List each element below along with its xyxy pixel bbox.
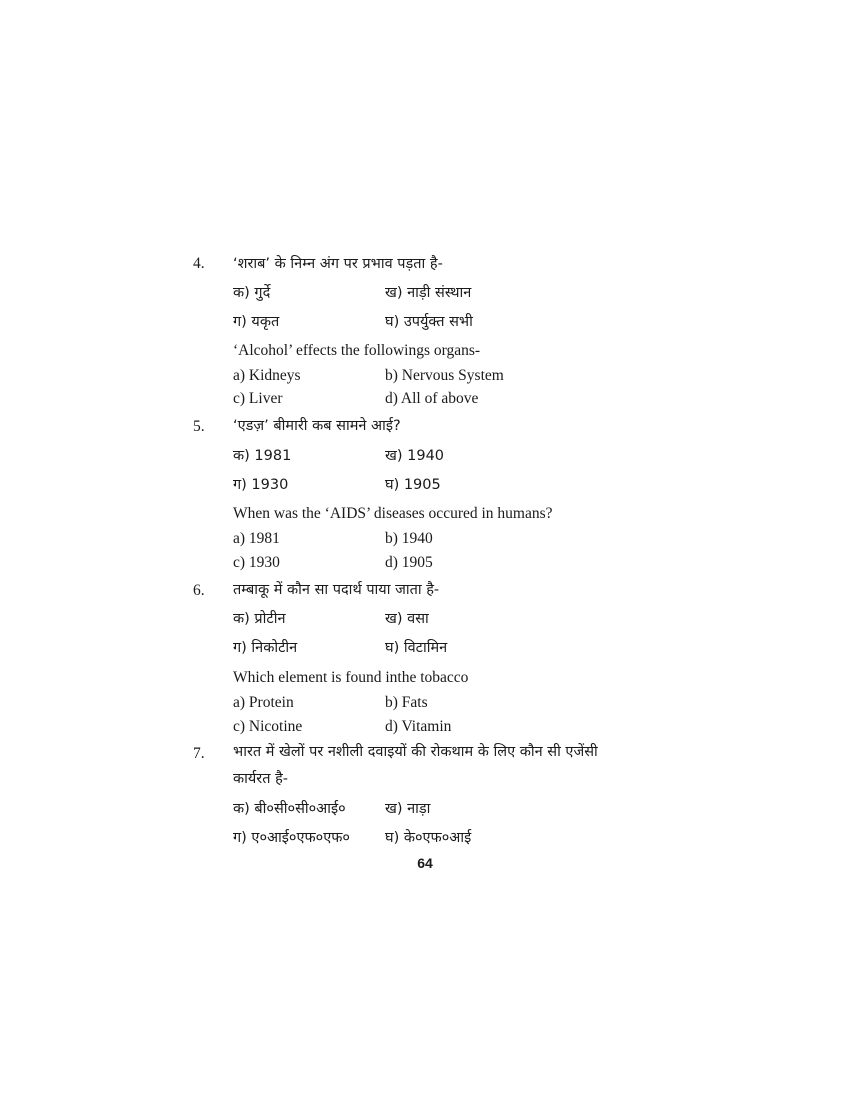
option-hindi: क) बी०सी०सी०आई०: [233, 801, 346, 817]
question-number: 5.: [193, 418, 205, 435]
option-english: a) Protein: [233, 694, 294, 711]
option-hindi: घ) विटामिन: [385, 640, 448, 656]
option-english: c) Liver: [233, 390, 283, 407]
option-english: a) Kidneys: [233, 367, 301, 384]
option-hindi: ग) 1930: [233, 477, 289, 493]
question-text-english: Which element is found inthe tobacco: [233, 669, 469, 686]
option-english: b) 1940: [385, 530, 433, 547]
option-english: d) 1905: [385, 554, 433, 571]
option-hindi: घ) के०एफ०आई: [385, 830, 472, 846]
question-text-hindi: कार्यरत है-: [233, 771, 289, 787]
question-text-hindi: भारत में खेलों पर नशीली दवाइयों की रोकथाम के लिए कौन सी एजेंसी: [233, 744, 598, 760]
page-number: 64: [417, 855, 433, 871]
option-hindi: ग) यकृत: [233, 314, 280, 330]
question-text-hindi: ‘एडज़’ बीमारी कब सामने आई?: [233, 418, 401, 434]
question-text-english: When was the ‘AIDS’ diseases occured in humans?: [233, 505, 553, 522]
option-hindi: क) गुर्दे: [233, 285, 271, 301]
option-english: a) 1981: [233, 530, 280, 547]
option-hindi: क) प्रोटीन: [233, 611, 286, 627]
option-english: c) Nicotine: [233, 718, 303, 735]
option-english: b) Fats: [385, 694, 428, 711]
question-text-hindi: ‘शराब’ के निम्न अंग पर प्रभाव पड़ता है-: [233, 256, 443, 272]
option-english: d) Vitamin: [385, 718, 452, 735]
option-hindi: ख) वसा: [385, 611, 429, 627]
option-english: b) Nervous System: [385, 367, 504, 384]
option-hindi: घ) उपर्युक्त सभी: [385, 314, 473, 330]
option-hindi: ग) निकोटीन: [233, 640, 298, 656]
option-hindi: ख) 1940: [385, 448, 445, 464]
option-hindi: ग) ए०आई०एफ०एफ०: [233, 830, 350, 846]
option-hindi: क) 1981: [233, 448, 292, 464]
question-number: 6.: [193, 582, 205, 599]
option-hindi: ख) नाड़ी संस्थान: [385, 285, 472, 301]
option-english: d) All of above: [385, 390, 479, 407]
question-number: 4.: [193, 255, 205, 272]
question-text-english: ‘Alcohol’ effects the followings organs-: [233, 342, 481, 359]
option-hindi: ख) नाड़ा: [385, 801, 431, 817]
option-hindi: घ) 1905: [385, 477, 441, 493]
option-english: c) 1930: [233, 554, 280, 571]
question-text-hindi: तम्बाकू में कौन सा पदार्थ पाया जाता है-: [233, 582, 440, 598]
question-number: 7.: [193, 745, 205, 762]
